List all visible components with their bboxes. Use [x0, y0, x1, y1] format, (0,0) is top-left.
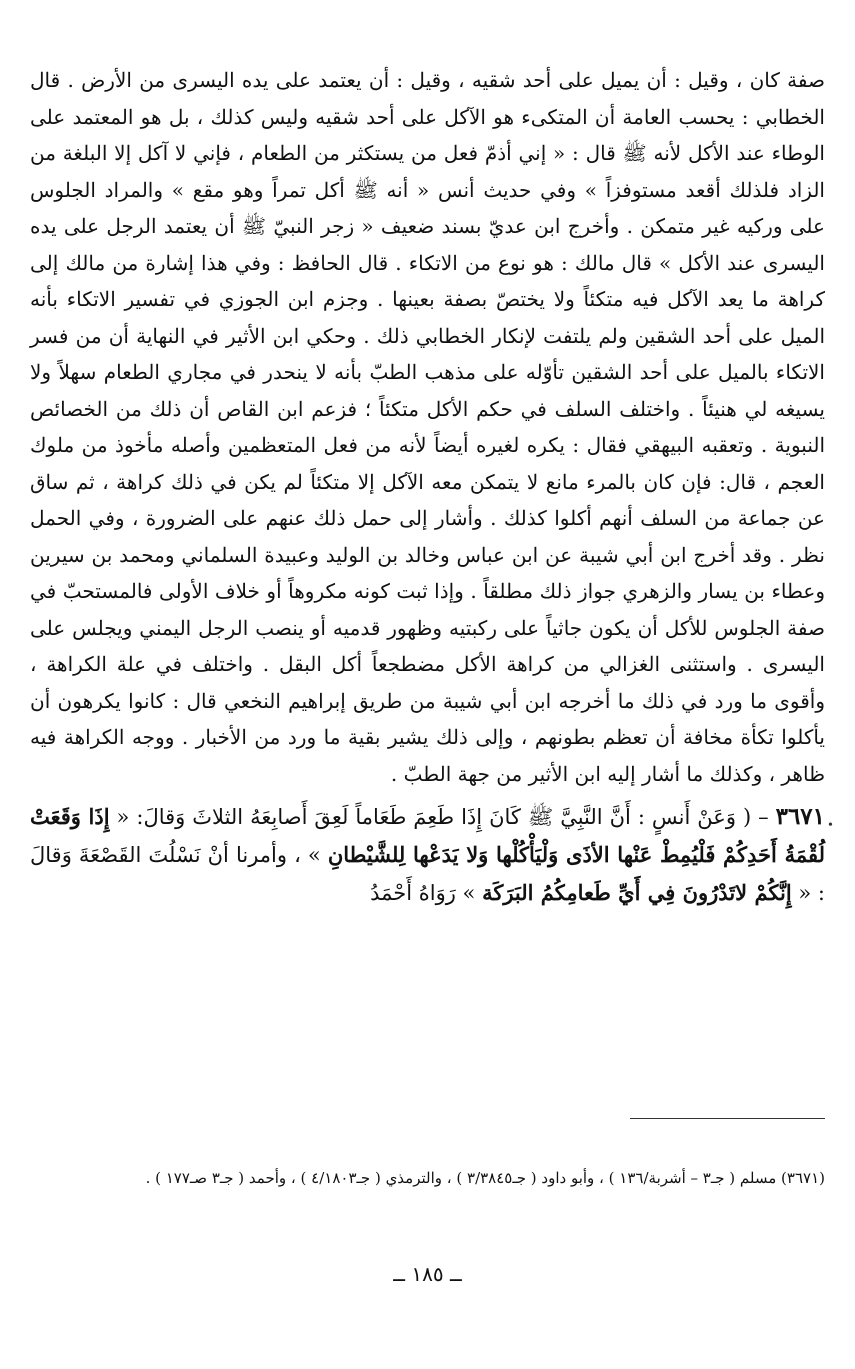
- hadith-number: ٣٦٧١: [775, 803, 826, 830]
- hadith-quote-2: إِنَّكُمْ لاتَدْرُونَ فِي أَيِّ طَعامِكُمُ البَرَكَة: [482, 880, 792, 905]
- footnote-divider: [630, 1118, 825, 1119]
- hadith-middle: » ، وأمرنا أنْ نَسْلُتَ القَصْعَةَ وَقالَ : «: [30, 843, 825, 905]
- hadith-3671: [30, 798, 825, 912]
- hadith-quote-1: إِذَا وَقَعَتْ لُقْمَةُ أَحَدِكُمْ فَلْيُمِطْ عَنْها الأذَى وَلْيَأْكُلْها وَلا يَدَعْها لِلشَّيْطانِ: [30, 804, 825, 867]
- commentary-paragraph: صفة كان ، وقيل : أن يميل على أحد شقيه ، وقيل : أن يعتمد على يده اليسرى من الأرض . قال الخطابي : يحسب العامة أن المتكىء هو الآكل على أحد شقيه وليس كذلك ، بل هو المعتمد على الوطاء عند الأكل لأنه ﷺ قال : « إني أذمّ فعل من يستكثر من الطعام ، فإني لا آكل إلا البلغة من الزاد فلذلك أقعد مستوفزاً » وفي حديث أنس « أنه ﷺ أكل تمراً وهو مقع » والمراد الجلوس على وركيه غير متمكن . وأخرج ابن عديّ بسند ضعيف « زجر النبيّ ﷺ أن يعتمد الرجل على يده اليسرى عند الأكل » قال مالك : هو نوع من الاتكاء . قال الحافظ : وفي هذا إشارة من مالك إلى كراهة ما يعد الآكل فيه متكئاً ولا يختصّ بصفة بعينها . وجزم ابن الجوزي في تفسير الاتكاء بأنه الميل على أحد الشقين ولم يلتفت لإنكار الخطابي ذلك . وحكي ابن الأثير في النهاية أن من فسر الاتكاء بالميل على أحد الشقين تأوّله على مذهب الطبّ بأنه لا ينحدر في مجاري الطعام سهلاً ولا يسيغه لي هنيئاً . واختلف السلف في حكم الأكل متكئاً ؛ فزعم ابن القاص أن ذلك من الخصائص النبوية . وتعقبه البيهقي فقال : يكره لغيره أيضاً لأنه من فعل المتعظمين وأصله مأخوذ من ملوك العجم ، قال: فإن كان بالمرء مانع لا يتمكن معه الآكل إلا متكئاً لم يكن في ذلك كراهة ، ثم ساق عن جماعة من السلف أنهم أكلوا كذلك . وأشار إلى حمل ذلك عنهم على الضرورة ، وفي الحمل نظر . وقد أخرج ابن أبي شيبة عن ابن عباس وخالد بن الوليد وعبيدة السلماني ومحمد بن سيرين وعطاء بن يسار والزهري جواز ذلك مطلقاً . وإذا ثبت كونه مكروهاً أو خلاف الأولى فالمستحبّ في صفة الجلوس للأكل أن يكون جاثياً على ركبتيه وظهور قدميه أو ينصب الرجل اليمني ويجلس على اليسرى . واستثنى الغزالي من كراهة الأكل مضطجعاً أكل البقل . واختلف في علة الكراهة ، وأقوى ما ورد في ذلك ما أخرجه ابن أبي شيبة من طريق إبراهيم النخعي قال : كانوا يكرهون أن يأكلوا تكأة مخافة أن تعظم بطونهم ، وإلى ذلك يشير بقية ما ورد من الأخبار . ووجه الكراهة فيه ظاهر ، وكذلك ما أشار إليه ابن الأثير من جهة الطبّ .: [30, 68, 825, 786]
- footnote: (٣٦٧١) مسلم ( جـ٣ – أشربة/١٣٦ ) ، وأبو داود ( جـ٣/٣٨٤٥ ) ، والترمذي ( جـ٤/١٨٠٣ ) ، وأحمد ( جـ٣ صـ١٧٧ ) .: [145, 1169, 825, 1187]
- hadith-attribution: » رَوَاهُ أَحْمَدُ: [370, 881, 483, 905]
- hadith-intro: – ( وَعَنْ أَنسٍ : أَنَّ النَّبِيَّ ﷺ كَانَ إِذَا طَعِمَ طَعَاماً لَعِقَ أَصابِعَهُ الثلاثَ وَقالَ: «: [109, 805, 776, 829]
- page-number: ــ ١٨٥ ــ: [393, 1262, 462, 1286]
- page-body: [30, 62, 825, 912]
- margin-mark: •: [828, 818, 833, 833]
